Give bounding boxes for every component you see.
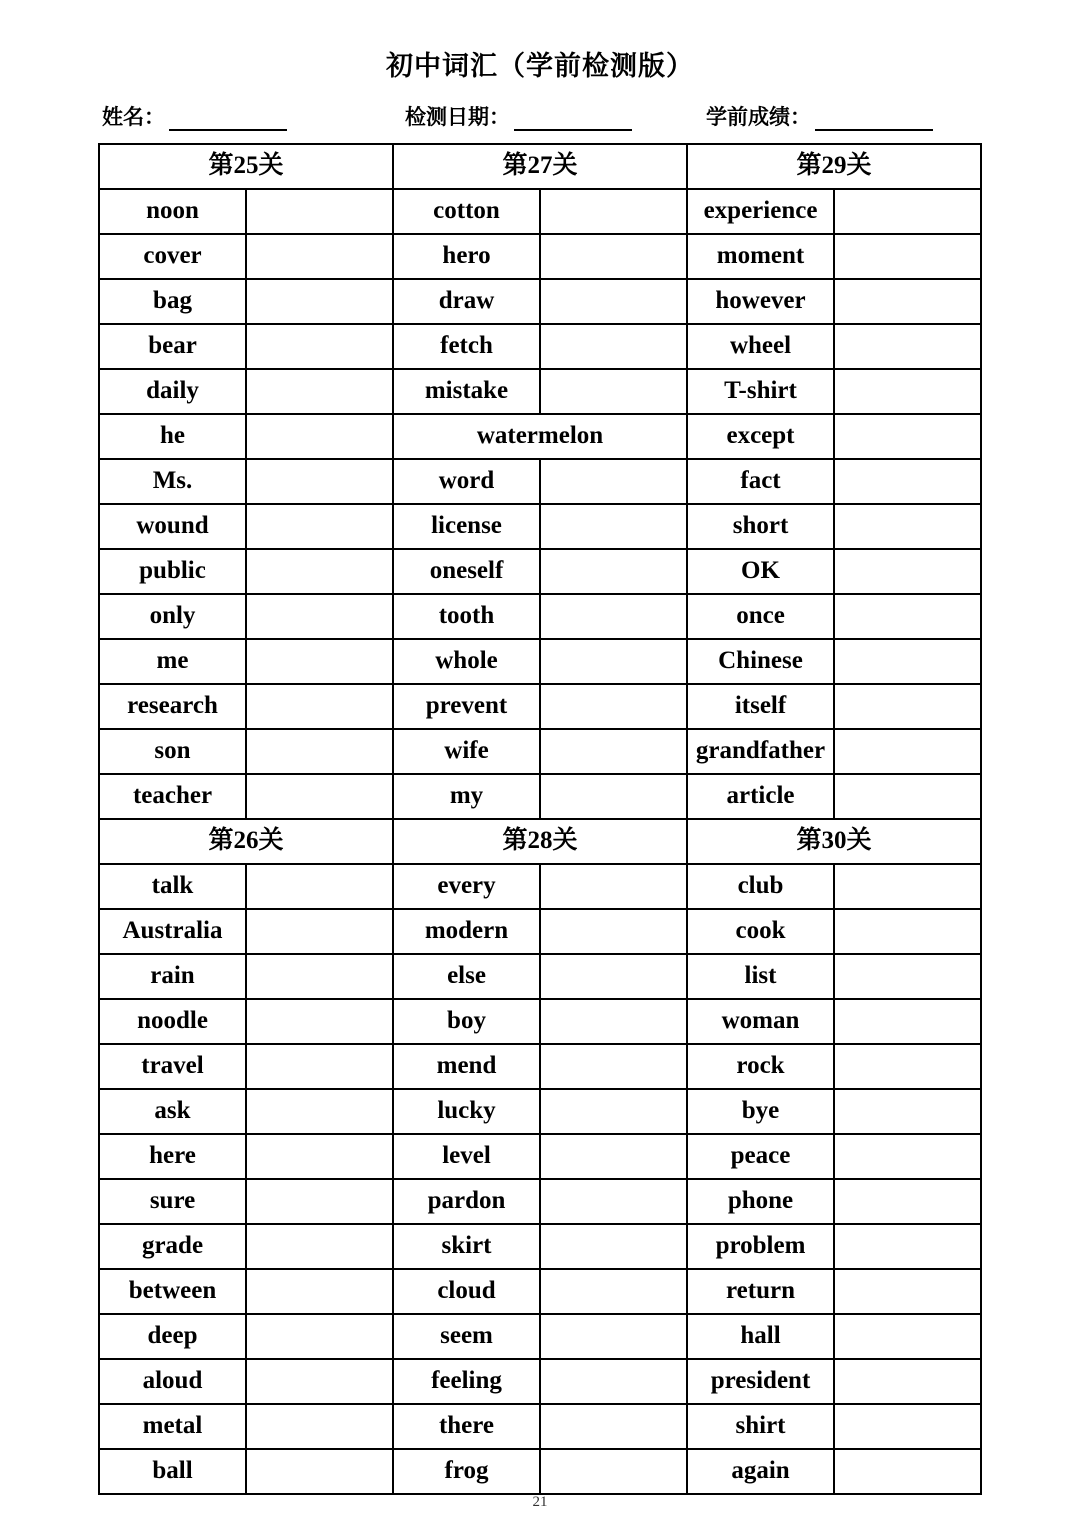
answer-cell[interactable] <box>246 1314 393 1359</box>
answer-cell[interactable] <box>246 954 393 999</box>
answer-cell[interactable] <box>834 729 981 774</box>
word-cell: experience <box>687 189 834 234</box>
table-row <box>99 414 981 459</box>
word-cell: pardon <box>393 1179 540 1224</box>
score-label: 学前成绩： <box>706 104 811 129</box>
answer-cell[interactable] <box>540 684 687 729</box>
answer-cell[interactable] <box>540 369 687 414</box>
word-cell: research <box>99 684 246 729</box>
answer-cell[interactable] <box>540 1314 687 1359</box>
answer-cell[interactable] <box>834 279 981 324</box>
answer-cell[interactable] <box>834 504 981 549</box>
word-cell: noon <box>99 189 246 234</box>
answer-cell[interactable] <box>246 459 393 504</box>
answer-cell[interactable] <box>540 639 687 684</box>
answer-cell[interactable] <box>246 1044 393 1089</box>
answer-cell[interactable] <box>834 414 981 459</box>
answer-cell[interactable] <box>540 594 687 639</box>
word-cell: club <box>687 864 834 909</box>
word-cell: only <box>99 594 246 639</box>
answer-cell[interactable] <box>540 1359 687 1404</box>
word-cell: mend <box>393 1044 540 1089</box>
word-cell: bear <box>99 324 246 369</box>
table-section-header-row <box>99 144 981 189</box>
word-cell: son <box>99 729 246 774</box>
section-header-29: 第29关 <box>687 144 981 189</box>
answer-cell[interactable] <box>834 1269 981 1314</box>
answer-cell[interactable] <box>834 1179 981 1224</box>
table-row <box>99 594 981 639</box>
answer-cell[interactable] <box>540 1089 687 1134</box>
answer-cell[interactable] <box>246 1404 393 1449</box>
word-cell: except <box>687 414 834 459</box>
word-cell: cloud <box>393 1269 540 1314</box>
answer-cell[interactable] <box>834 1134 981 1179</box>
answer-cell[interactable] <box>246 234 393 279</box>
section-header-25: 第25关 <box>99 144 393 189</box>
table-row <box>99 459 981 504</box>
table-row <box>99 1089 981 1134</box>
word-cell: frog <box>393 1449 540 1494</box>
answer-cell[interactable] <box>834 189 981 234</box>
answer-cell[interactable] <box>540 189 687 234</box>
section-header-30: 第30关 <box>687 819 981 864</box>
answer-cell[interactable] <box>246 549 393 594</box>
word-cell: Ms. <box>99 459 246 504</box>
answer-cell[interactable] <box>834 1449 981 1494</box>
date-input-blank[interactable] <box>514 111 632 131</box>
answer-cell[interactable] <box>540 324 687 369</box>
vocabulary-table <box>98 143 982 1495</box>
answer-cell[interactable] <box>540 1269 687 1314</box>
word-cell: license <box>393 504 540 549</box>
score-input-blank[interactable] <box>815 111 933 131</box>
answer-cell[interactable] <box>834 1089 981 1134</box>
word-cell: metal <box>99 1404 246 1449</box>
word-cell: tooth <box>393 594 540 639</box>
answer-cell[interactable] <box>246 864 393 909</box>
word-cell: talk <box>99 864 246 909</box>
answer-cell[interactable] <box>540 954 687 999</box>
answer-cell[interactable] <box>540 774 687 819</box>
word-cell: whole <box>393 639 540 684</box>
table-row <box>99 1404 981 1449</box>
answer-cell[interactable] <box>540 1134 687 1179</box>
word-cell: here <box>99 1134 246 1179</box>
word-cell: T-shirt <box>687 369 834 414</box>
table-row <box>99 999 981 1044</box>
word-cell: cook <box>687 909 834 954</box>
answer-cell[interactable] <box>834 594 981 639</box>
word-cell: phone <box>687 1179 834 1224</box>
word-cell: bag <box>99 279 246 324</box>
word-cell: peace <box>687 1134 834 1179</box>
word-cell: wheel <box>687 324 834 369</box>
word-cell: noodle <box>99 999 246 1044</box>
name-field <box>102 101 287 131</box>
answer-cell[interactable] <box>540 234 687 279</box>
word-cell: public <box>99 549 246 594</box>
word-cell: every <box>393 864 540 909</box>
table-row <box>99 279 981 324</box>
word-cell: modern <box>393 909 540 954</box>
answer-cell[interactable] <box>834 774 981 819</box>
answer-cell[interactable] <box>246 999 393 1044</box>
word-cell: return <box>687 1269 834 1314</box>
table-row <box>99 1449 981 1494</box>
table-row <box>99 1179 981 1224</box>
answer-cell[interactable] <box>540 1044 687 1089</box>
table-row <box>99 1269 981 1314</box>
answer-cell[interactable] <box>246 1224 393 1269</box>
word-cell: OK <box>687 549 834 594</box>
answer-cell[interactable] <box>834 999 981 1044</box>
word-cell: list <box>687 954 834 999</box>
answer-cell[interactable] <box>540 999 687 1044</box>
word-cell: hall <box>687 1314 834 1359</box>
table-row <box>99 774 981 819</box>
word-cell: ask <box>99 1089 246 1134</box>
word-cell: president <box>687 1359 834 1404</box>
word-cell: level <box>393 1134 540 1179</box>
page-title: 初中词汇（学前检测版） <box>386 51 694 82</box>
table-row <box>99 729 981 774</box>
word-cell: bye <box>687 1089 834 1134</box>
answer-cell[interactable] <box>246 279 393 324</box>
word-cell: wound <box>99 504 246 549</box>
answer-cell[interactable] <box>834 1224 981 1269</box>
word-cell: prevent <box>393 684 540 729</box>
table-row <box>99 324 981 369</box>
word-cell: rain <box>99 954 246 999</box>
answer-cell[interactable] <box>834 1314 981 1359</box>
word-cell: grandfather <box>687 729 834 774</box>
word-cell: watermelon <box>393 414 687 459</box>
answer-cell[interactable] <box>246 414 393 459</box>
page-number: 21 <box>532 1494 548 1510</box>
score-field <box>706 101 933 131</box>
answer-cell[interactable] <box>540 909 687 954</box>
answer-cell[interactable] <box>540 729 687 774</box>
word-cell: my <box>393 774 540 819</box>
answer-cell[interactable] <box>246 369 393 414</box>
word-cell: daily <box>99 369 246 414</box>
table-section-header-row <box>99 819 981 864</box>
word-cell: short <box>687 504 834 549</box>
table-row <box>99 369 981 414</box>
word-cell: wife <box>393 729 540 774</box>
answer-cell[interactable] <box>246 684 393 729</box>
answer-cell[interactable] <box>834 954 981 999</box>
table-row <box>99 189 981 234</box>
word-cell: draw <box>393 279 540 324</box>
answer-cell[interactable] <box>246 1269 393 1314</box>
date-field <box>405 101 632 131</box>
word-cell: grade <box>99 1224 246 1269</box>
answer-cell[interactable] <box>834 1359 981 1404</box>
name-input-blank[interactable] <box>169 111 287 131</box>
word-cell: again <box>687 1449 834 1494</box>
answer-cell[interactable] <box>246 774 393 819</box>
answer-cell[interactable] <box>834 684 981 729</box>
word-cell: seem <box>393 1314 540 1359</box>
word-cell: once <box>687 594 834 639</box>
table-row <box>99 1359 981 1404</box>
answer-cell[interactable] <box>246 1449 393 1494</box>
answer-cell[interactable] <box>834 864 981 909</box>
answer-cell[interactable] <box>834 324 981 369</box>
word-cell: fact <box>687 459 834 504</box>
word-cell: deep <box>99 1314 246 1359</box>
answer-cell[interactable] <box>540 279 687 324</box>
table-row <box>99 639 981 684</box>
answer-cell[interactable] <box>540 459 687 504</box>
answer-cell[interactable] <box>246 1179 393 1224</box>
word-cell: fetch <box>393 324 540 369</box>
table-row <box>99 684 981 729</box>
answer-cell[interactable] <box>246 504 393 549</box>
table-row <box>99 504 981 549</box>
answer-cell[interactable] <box>540 1179 687 1224</box>
word-cell: mistake <box>393 369 540 414</box>
word-cell: between <box>99 1269 246 1314</box>
word-cell: aloud <box>99 1359 246 1404</box>
table-row <box>99 954 981 999</box>
answer-cell[interactable] <box>540 1449 687 1494</box>
answer-cell[interactable] <box>246 909 393 954</box>
word-cell: moment <box>687 234 834 279</box>
table-row <box>99 1044 981 1089</box>
name-label: 姓名： <box>102 104 165 129</box>
answer-cell[interactable] <box>834 234 981 279</box>
word-cell: hero <box>393 234 540 279</box>
word-cell: lucky <box>393 1089 540 1134</box>
answer-cell[interactable] <box>246 1134 393 1179</box>
section-header-27: 第27关 <box>393 144 687 189</box>
word-cell: feeling <box>393 1359 540 1404</box>
word-cell: me <box>99 639 246 684</box>
table-row <box>99 909 981 954</box>
answer-cell[interactable] <box>246 639 393 684</box>
word-cell: article <box>687 774 834 819</box>
word-cell: woman <box>687 999 834 1044</box>
table-row <box>99 1314 981 1359</box>
word-cell: teacher <box>99 774 246 819</box>
answer-cell[interactable] <box>834 459 981 504</box>
table-row <box>99 864 981 909</box>
word-cell: shirt <box>687 1404 834 1449</box>
answer-cell[interactable] <box>834 1044 981 1089</box>
word-cell: problem <box>687 1224 834 1269</box>
word-cell: oneself <box>393 549 540 594</box>
answer-cell[interactable] <box>540 864 687 909</box>
word-cell: word <box>393 459 540 504</box>
word-cell: there <box>393 1404 540 1449</box>
word-cell: cotton <box>393 189 540 234</box>
answer-cell[interactable] <box>246 189 393 234</box>
answer-cell[interactable] <box>540 1224 687 1269</box>
table-row <box>99 549 981 594</box>
answer-cell[interactable] <box>540 549 687 594</box>
answer-cell[interactable] <box>834 1404 981 1449</box>
word-cell: skirt <box>393 1224 540 1269</box>
section-header-26: 第26关 <box>99 819 393 864</box>
word-cell: travel <box>99 1044 246 1089</box>
word-cell: else <box>393 954 540 999</box>
answer-cell[interactable] <box>246 1089 393 1134</box>
answer-cell[interactable] <box>834 549 981 594</box>
word-cell: however <box>687 279 834 324</box>
section-header-28: 第28关 <box>393 819 687 864</box>
student-info-row <box>56 101 1024 131</box>
table-row <box>99 1134 981 1179</box>
word-cell: itself <box>687 684 834 729</box>
answer-cell[interactable] <box>540 504 687 549</box>
answer-cell[interactable] <box>834 369 981 414</box>
answer-cell[interactable] <box>540 1404 687 1449</box>
table-row <box>99 234 981 279</box>
word-cell: boy <box>393 999 540 1044</box>
table-row <box>99 1224 981 1269</box>
word-cell: Australia <box>99 909 246 954</box>
word-cell: ball <box>99 1449 246 1494</box>
answer-cell[interactable] <box>246 1359 393 1404</box>
word-cell: cover <box>99 234 246 279</box>
answer-cell[interactable] <box>246 729 393 774</box>
word-cell: rock <box>687 1044 834 1089</box>
word-cell: he <box>99 414 246 459</box>
answer-cell[interactable] <box>246 594 393 639</box>
word-cell: sure <box>99 1179 246 1224</box>
answer-cell[interactable] <box>834 639 981 684</box>
date-label: 检测日期： <box>405 104 510 129</box>
answer-cell[interactable] <box>834 909 981 954</box>
answer-cell[interactable] <box>246 324 393 369</box>
word-cell: Chinese <box>687 639 834 684</box>
